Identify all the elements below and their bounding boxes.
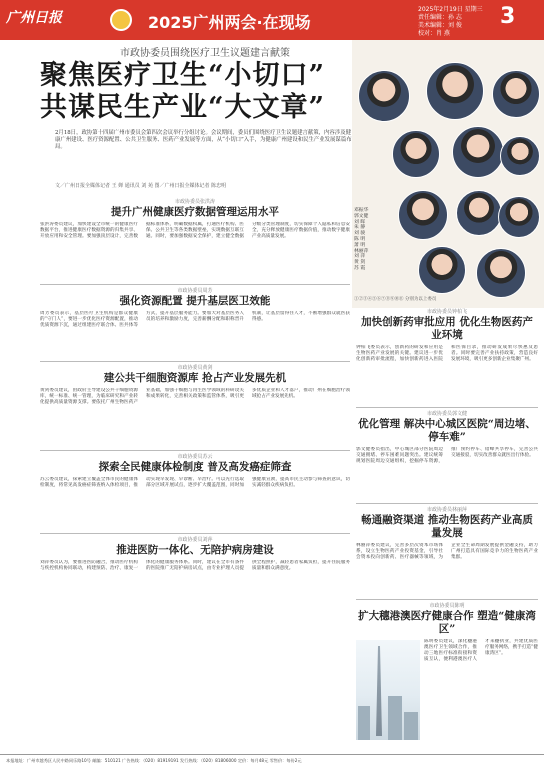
headline-kicker: 市政协委员围绕医疗卫生议题建言献策 — [120, 48, 290, 59]
article-title: 提升广州健康医疗数据管理运用水平 — [111, 206, 279, 218]
right-column — [356, 306, 538, 679]
headline-line-1: 聚焦医疗卫生“小切口” — [40, 60, 326, 91]
delegate-portrait — [418, 246, 466, 294]
delegate-name: 刘 骏 — [354, 231, 366, 237]
masthead-brand: 广州日报 — [6, 10, 62, 26]
divider — [40, 450, 350, 451]
article-body: 苏云委员建议，探索建立覆盖全体市民的健康体检制度，将常见高发癌症筛查纳入体检项目，推动实现早发现、早诊断、早治疗。可以先行选取部分区域开展试点，逐步扩大覆盖范围，同时加强健康宣教，提高市民主动参与筛查的意识，切实减轻群众疾病负担。 — [40, 477, 350, 489]
article-title: 推进医防一体化、无陪护病房建设 — [116, 544, 274, 556]
article-tag: 市政协委员刘萍 — [177, 537, 213, 543]
delegate-portrait — [492, 70, 540, 118]
article-title: 优化管理 解决中心城区医院“周边堵、停车难” — [358, 418, 536, 443]
proof-line: 校对：肖 燕 — [418, 30, 450, 37]
delegate-name: 刘 萍 — [354, 254, 366, 260]
delegate-name: 刘 晖 — [354, 219, 366, 225]
delegate-name: 邓振华 — [354, 208, 369, 213]
left-column — [40, 196, 350, 606]
article-title: 强化资源配置 提升基层医卫效能 — [119, 295, 271, 307]
building-shape — [404, 712, 418, 740]
building-shape — [358, 706, 370, 740]
headline-line-2: 共谋民生产业“大文章” — [40, 92, 326, 123]
article-tag: 市政协委员周芳 — [177, 288, 213, 294]
article-body: 郭文健委员指出，中心城区部分医院周边交通拥堵、停车困难问题突出。建议统筹规划医院周边交通组织，挖掘停车资源，推广预约停车、错峰共享停车，完善公共交通接驳，切实改善群众就医出行体验。 — [356, 447, 538, 465]
article — [40, 287, 350, 357]
article — [356, 506, 538, 595]
divider — [40, 533, 350, 534]
delegate-portrait — [456, 190, 502, 236]
article-title: 扩大穗港澳医疗健康合作 塑造“健康湾区” — [358, 610, 536, 635]
delegate-name: 郭文健 — [354, 213, 369, 219]
editor-line: 责任编辑：孙 志 — [418, 14, 462, 21]
designer-line: 美术编辑：刘 俊 — [418, 22, 462, 29]
article-tag: 市政协委员郭文健 — [426, 411, 467, 417]
page-number: 3 — [500, 4, 516, 29]
page-footer: 本报地址：广州市越秀区人民中路同乐路10号 邮编：510121 广告热线：（020）81919191 发行热线：（020）81806000 定价：每月48元 零售价：每份2元 — [0, 754, 544, 766]
masthead-bar — [0, 0, 544, 40]
delegate-name-list — [354, 208, 388, 272]
article — [40, 364, 350, 446]
article — [40, 198, 350, 280]
delegate-name: 朱 静 — [354, 225, 366, 231]
divider — [40, 361, 350, 362]
delegate-name: 陈 明 — [354, 236, 366, 242]
article — [40, 453, 350, 529]
delegate-name: 林丽萍 — [354, 248, 369, 254]
lead-paragraph: 2月18日，政协第十四届广州市委员会第四次会议举行分组讨论。会议期间，委员们围绕医疗卫生议题建言献策，内容涉及健康广州建设、医疗资源配置、公共卫生服务、医药产业发展等方面，从“小切口”入手，为健康广州建设和民生产业发展谋篇布局。 — [55, 130, 352, 151]
photo-caption: ①②③④⑤⑥⑦⑧⑨⑩⑪ 分别为以上委员 — [354, 297, 437, 302]
building-shape — [388, 696, 402, 740]
divider — [356, 407, 538, 408]
article — [356, 410, 538, 499]
article — [356, 308, 538, 403]
article-title: 探索全民健康体检制度 普及高发癌症筛查 — [98, 461, 292, 473]
delegate-portrait — [398, 190, 448, 240]
article-tag: 市政协委员钟柏飞 — [426, 309, 467, 315]
article-tag: 市政协委员陈明 — [429, 603, 465, 609]
delegate-portrait — [476, 248, 526, 298]
delegate-portrait — [498, 196, 540, 238]
article-body: 林丽萍委员建议，完善多层次资本市场体系，设立生物医药产业投资基金，引导社会资本投向创新药、医疗器械等领域，为企业全生命周期发展提供金融支持，助力广州打造具有国际竞争力的生物医药产业集群。 — [356, 543, 538, 561]
article-body: 张洪涛委员建议，加快建设全市统一的健康医疗数据平台，推进健康医疗数据资源的归集共享、开放应用和安全管理。要加强顶层设计，完善数据标准体系，明确数据权属，打通医疗机构、医保、公共卫生等各类数据壁垒，实现数据互联互通。同时，要加强数据安全保护，建立健全数据分级分类管理制度，切实保障个人隐私和信息安全，充分释放健康医疗数据价值，推动数字健康产业高质量发展。 — [40, 222, 350, 240]
delegate-name: 萧 明 — [354, 242, 366, 248]
delegate-portrait — [452, 126, 504, 178]
article-title: 加快创新药审批应用 优化生物医药产业环境 — [361, 316, 533, 341]
divider — [356, 503, 538, 504]
delegate-portrait — [358, 70, 410, 122]
article-tag: 市政协委员黄剑 — [177, 365, 213, 371]
article-tag: 市政协委员林丽萍 — [426, 507, 467, 513]
article — [40, 536, 350, 606]
delegate-name: 苏 霞 — [354, 265, 366, 271]
byline: 文／广州日报全媒体记者 王 婵 通讯员 刘 苑 图／广州日报全媒体记者 陈忠明 — [55, 183, 227, 189]
article-body: 周芳委员表示，基层医疗卫生机构是群众健康的“守门人”，要进一步优化医疗资源配置，推动优质资源下沉，通过组建医疗联合体、医共体等方式，提升基层服务能力。要加大对基层医务人员的培养和激励力度，完善薪酬分配和职称晋升机制，让基层留得住人才，不断增强群众就医获得感。 — [40, 311, 350, 329]
divider — [40, 284, 350, 285]
article-body: 钟柏飞委员表示，创新药的研发和应用是生物医药产业发展的关键。建议进一步优化创新药审批流程，加快创新药进入医院和医保目录，推动研发成果尽快惠及患者。同时要完善产业扶持政策，营造良好发展环境，吸引更多创新企业集聚广州。 — [356, 345, 538, 363]
emblem-icon — [110, 9, 132, 31]
delegate-portrait — [392, 130, 440, 178]
article-title: 畅通融资渠道 推动生物医药产业高质量发展 — [361, 514, 533, 539]
article-body: 陈明委员建议，深化穗港澳医疗卫生领域合作，推动三地医疗标准衔接和资质互认，便利港澳医疗人才来穗执业，共建优质医疗服务网络，携手打造“健康湾区”。 — [424, 639, 538, 663]
article-tag: 市政协委员张洪涛 — [174, 199, 215, 205]
delegate-portrait — [500, 136, 540, 176]
date-line: 2025年2月19日 星期三 — [418, 6, 483, 13]
canton-tower-illustration — [356, 640, 420, 740]
article-body: 黄剑委员建议，由政府主导建设公共干细胞资源库，统一标准、统一管理，为临床研究和产业转化提供高质量资源支撑。要依托广州生物医药产业基础，加强干细胞与再生医学领域的科研攻关和成果转化，完善相关政策和监管体系，吸引更多优质企业和人才落户，推动广州在细胞治疗领域抢占产业发展先机。 — [40, 388, 350, 406]
main-headline — [40, 60, 325, 124]
article-tag: 市政协委员苏云 — [177, 454, 213, 460]
date-box — [418, 6, 483, 38]
delegate-name: 黄 剑 — [354, 260, 366, 266]
canton-tower-icon — [374, 646, 384, 736]
section-title: 2025广州两会·在现场 — [148, 13, 311, 32]
delegate-portrait — [426, 62, 484, 120]
divider — [356, 599, 538, 600]
article-body: 刘萍委员认为，要推进医防融合，推动医疗机构与疾控机构协同联动，构建预防、治疗、康复一体化的健康服务体系。同时，建议在全市有条件的医院推广无陪护病房试点，由专业护理人员提供全程照护，减轻患者家属负担，提升住院服务质量和群众满意度。 — [40, 560, 350, 572]
article-title: 建公共干细胞资源库 抢占产业发展先机 — [103, 372, 287, 384]
